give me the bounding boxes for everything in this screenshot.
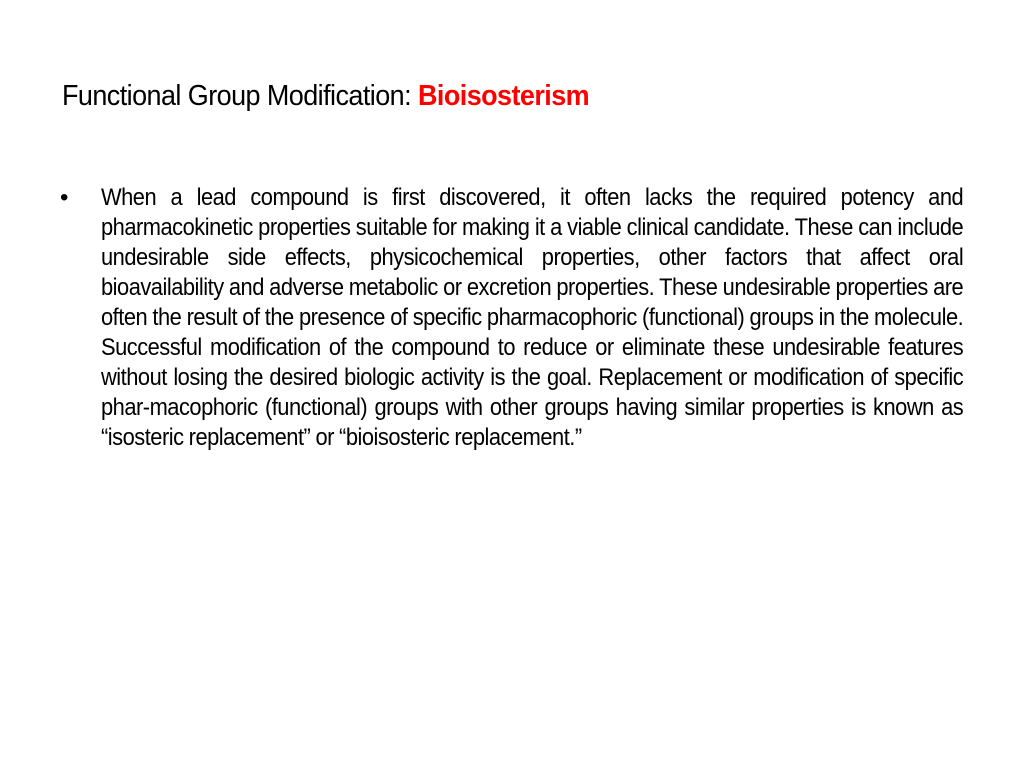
slide-title-prefix: Functional Group Modification: bbox=[62, 80, 418, 112]
slide-body bbox=[60, 183, 965, 453]
slide-title-highlight: Bioisosterism bbox=[417, 80, 590, 112]
slide-title bbox=[62, 76, 899, 116]
bullet-item bbox=[60, 183, 965, 453]
bullet-marker: • bbox=[60, 184, 69, 211]
bullet-text: When a lead compound is first discovered, it often lacks the required potency and pharmacokinetic properties suitable for making it a viable clinical candidate. These can include undesirable side effects, physicochemical properties, other factors that affect oral bioavailability and adverse metabolic or excretion properties. These undesirable properties are often the result of the presence of specific pharmacophoric (functional) groups in the molecule. Successful modification of the compound to reduce or eliminate these undesirable features without losing the desired biologic activity is the goal. Replacement or modification of specific phar-macophoric (functional) groups with other groups having similar properties is known as “isosteric replacement” or “bioisosteric replacement.” bbox=[101, 184, 964, 451]
